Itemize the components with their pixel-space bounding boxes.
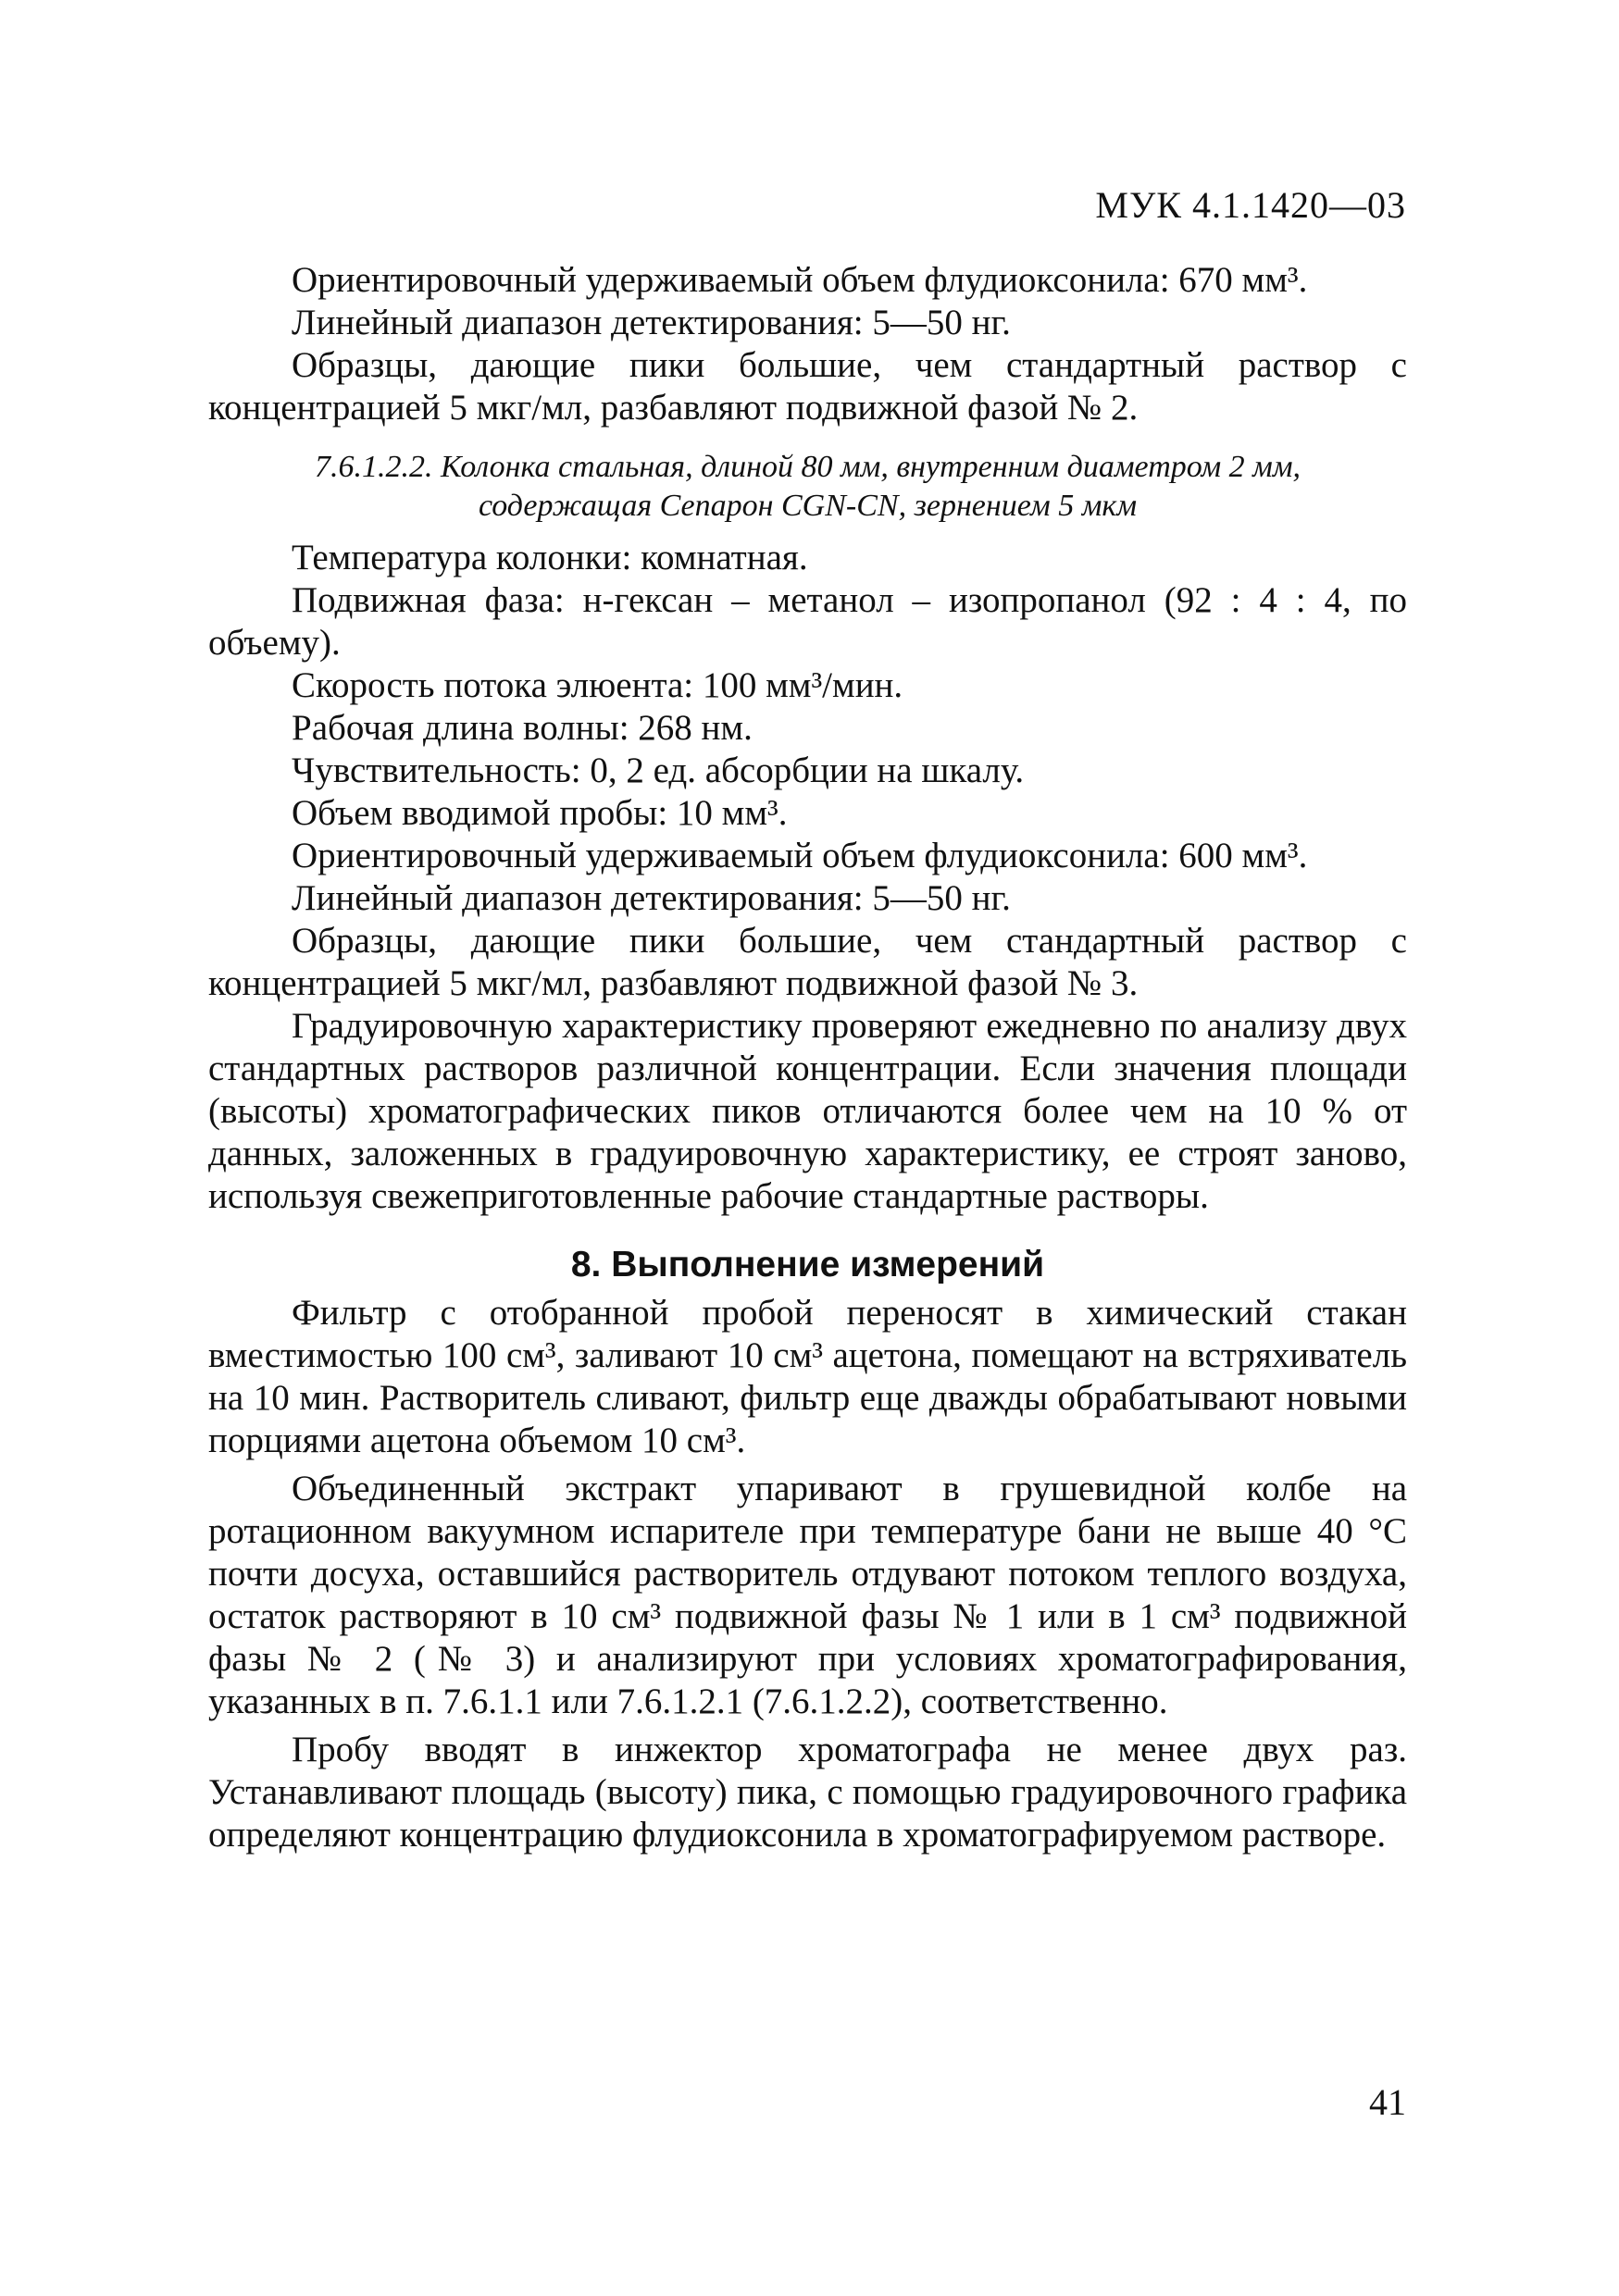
paragraph: Фильтр с отобранной пробой переносят в химический стакан вместимостью 100 см³, заливают 10 см³ ацетона, помещают на встряхиватель на 10 мин. Растворитель сливают, фильтр еще дважды обрабатывают новыми порциями ацетона объемом 10 см³. [208,1293,1407,1460]
paragraph: Подвижная фаза: н-гексан – метанол – изопропанол (92 : 4 : 4, по объему). [208,580,1407,663]
paragraph: Линейный диапазон детектирования: 5—50 нг. [292,303,1011,342]
paragraph: Объединенный экстракт упаривают в грушевидной колбе на ротационном вакуумном испарителе при температуре бани не выше 40 °С почти досуха, оставшийся растворитель отдувают потоком теплого воздуха, остаток растворяют в 10 см³ подвижной фазы № 1 или в 1 см³ подвижной фазы № 2 (№ 3) и анализируют при условиях хроматографирования, указанных в п. 7.6.1.1 или 7.6.1.2.1 (7.6.1.2.2), соответственно. [208,1469,1407,1721]
paragraph: Ориентировочный удерживаемый объем флудиоксонила: 670 мм³. [292,260,1308,300]
paragraph: Объем вводимой пробы: 10 мм³. [292,793,788,833]
subsection-heading-line: содержащая Сепарон CGN-CN, зернением 5 мкм [478,489,1138,523]
subsection-heading [208,448,1407,526]
paragraph: Пробу вводят в инжектор хроматографа не менее двух раз. Устанавливают площадь (высоту) пика, с помощью градуировочного графика определяют концентрацию флудиоксонила в хроматографируемом растворе. [208,1730,1407,1855]
paragraph: Температура колонки: комнатная. [292,538,808,577]
section-heading: 8. Выполнение измерений [570,1245,1045,1285]
paragraph: Скорость потока элюента: 100 мм³/мин. [292,665,903,705]
page-number: 41 [1369,2081,1406,2123]
paragraph: Рабочая длина волны: 268 нм. [292,708,753,748]
document-header: МУК 4.1.1420—03 [1095,184,1406,226]
paragraph: Образцы, дающие пики большие, чем стандартный раствор с концентрацией 5 мкг/мл, разбавляют подвижной фазой № 2. [208,345,1407,428]
subsection-heading-line: 7.6.1.2.2. Колонка стальная, длиной 80 мм, внутренним диаметром 2 мм, [314,450,1301,484]
paragraph: Образцы, дающие пики большие, чем стандартный раствор с концентрацией 5 мкг/мл, разбавляют подвижной фазой № 3. [208,921,1407,1003]
paragraph: Ориентировочный удерживаемый объем флудиоксонила: 600 мм³. [292,836,1308,875]
paragraph: Градуировочную характеристику проверяют ежедневно по анализу двух стандартных растворов различной концентрации. Если значения площади (высоты) хроматографических пиков отличаются более чем на 10 % от данных, заложенных в градуировочную характеристику, ее строят заново, используя свежеприготовленные рабочие стандартные растворы. [208,1006,1407,1216]
paragraph: Чувствительность: 0, 2 ед. абсорбции на шкалу. [292,751,1025,790]
document-body [208,259,1407,1856]
paragraph: Линейный диапазон детектирования: 5—50 нг. [292,878,1011,918]
